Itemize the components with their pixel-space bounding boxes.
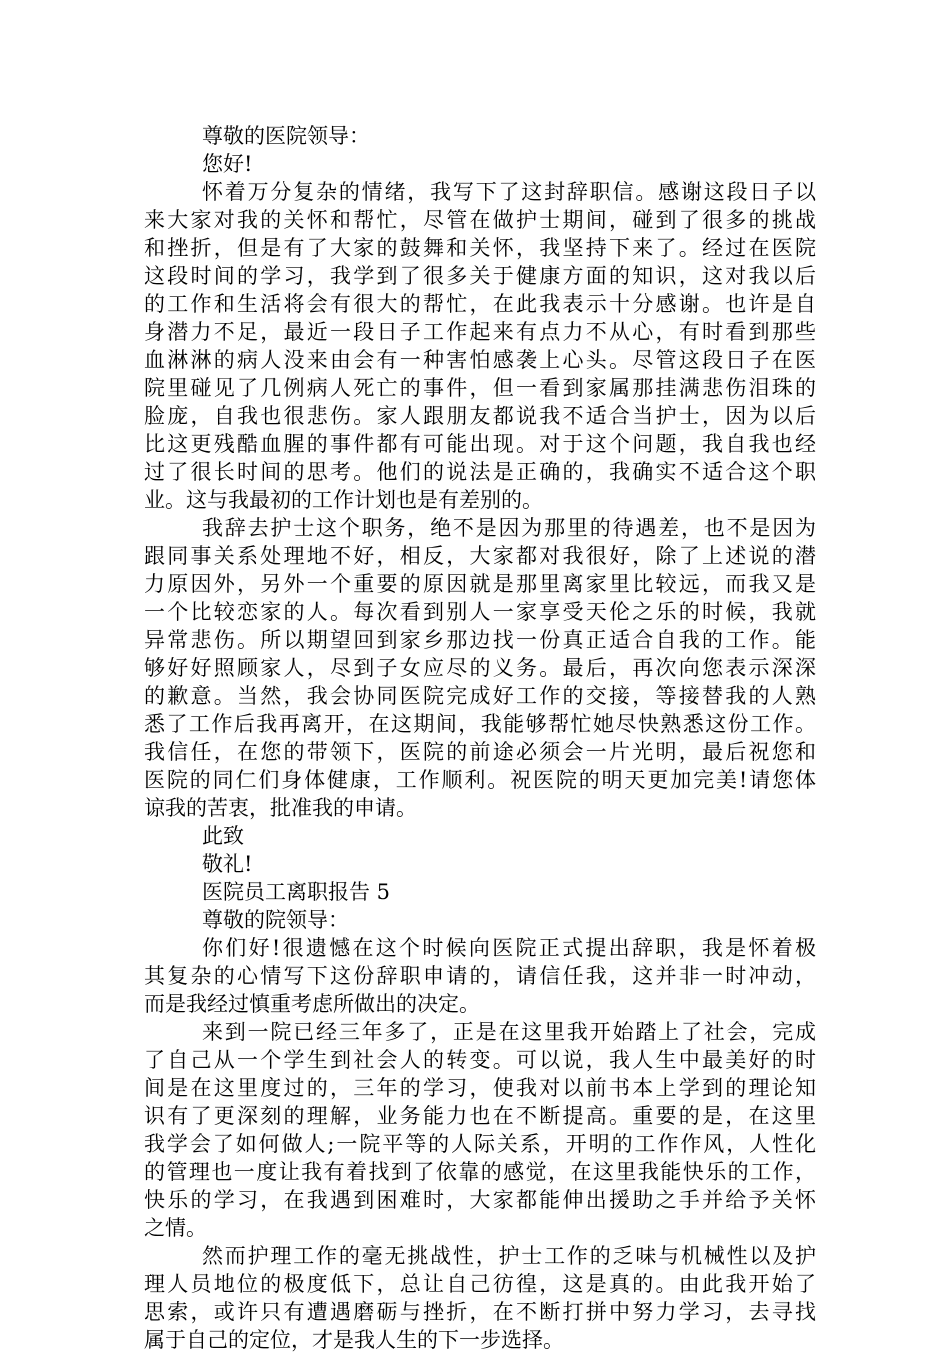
text-line: 脸庞，自我也很悲伤。家人跟朋友都说我不适合当护士，因为以后 — [144, 404, 816, 428]
text-line: 敬礼! — [202, 852, 253, 876]
text-line: 血淋淋的病人没来由会有一种害怕感袭上心头。尽管这段日子在医 — [144, 348, 816, 372]
text-line: 间是在这里度过的，三年的学习，使我对以前书本上学到的理论知 — [144, 1076, 816, 1100]
letter-body — [144, 122, 816, 1354]
text-line: 尊敬的医院领导： — [202, 124, 370, 148]
text-line: 过了很长时间的思考。他们的说法是正确的，我确实不适合这个职 — [144, 460, 816, 484]
text-line: 来到一院已经三年多了，正是在这里我开始踏上了社会，完成 — [202, 1020, 816, 1044]
text-line: 理人员地位的极度低下，总让自己彷徨，这是真的。由此我开始了 — [144, 1272, 816, 1296]
text-line: 的歉意。当然，我会协同医院完成好工作的交接，等接替我的人熟 — [144, 684, 816, 708]
text-line: 的工作和生活将会有很大的帮忙，在此我表示十分感谢。也许是自 — [144, 292, 816, 316]
text-line: 识有了更深刻的理解，业务能力也在不断提高。重要的是，在这里 — [144, 1104, 816, 1128]
text-line: 此致 — [202, 824, 244, 848]
text-line: 我信任，在您的带领下，医院的前途必须会一片光明，最后祝您和 — [144, 740, 816, 764]
text-line: 而是我经过慎重考虑所做出的决定。 — [144, 992, 480, 1016]
text-line: 院里碰见了几例病人死亡的事件，但一看到家属那挂满悲伤泪珠的 — [144, 376, 816, 400]
text-line: 业。这与我最初的工作计划也是有差别的。 — [144, 488, 543, 512]
text-line: 我辞去护士这个职务，绝不是因为那里的待遇差，也不是因为 — [202, 516, 816, 540]
text-line: 和挫折，但是有了大家的鼓舞和关怀，我坚持下来了。经过在医院 — [144, 236, 816, 260]
text-line: 来大家对我的关怀和帮忙，尽管在做护士期间，碰到了很多的挑战 — [144, 208, 816, 232]
text-line: 够好好照顾家人，尽到子女应尽的义务。最后，再次向您表示深深 — [144, 656, 816, 680]
text-line: 然而护理工作的毫无挑战性，护士工作的乏味与机械性以及护 — [202, 1244, 816, 1268]
text-line: 怀着万分复杂的情绪，我写下了这封辞职信。感谢这段日子以 — [202, 180, 816, 204]
text-line: 您好! — [202, 152, 253, 176]
text-line: 的管理也一度让我有着找到了依靠的感觉，在这里我能快乐的工作， — [144, 1160, 816, 1184]
text-line: 医院员工离职报告 5 — [202, 880, 391, 904]
text-line: 你们好!很遗憾在这个时候向医院正式提出辞职，我是怀着极 — [202, 936, 816, 960]
text-line: 异常悲伤。所以期望回到家乡那边找一份真正适合自我的工作。能 — [144, 628, 816, 652]
text-line: 了自己从一个学生到社会人的转变。可以说，我人生中最美好的时 — [144, 1048, 816, 1072]
text-line: 力原因外，另外一个重要的原因就是那里离家里比较远，而我又是 — [144, 572, 816, 596]
text-line: 尊敬的院领导： — [202, 908, 349, 932]
text-line: 之情。 — [144, 1216, 207, 1240]
text-line: 一个比较恋家的人。每次看到别人一家享受天伦之乐的时候，我就 — [144, 600, 816, 624]
text-line: 医院的同仁们身体健康，工作顺利。祝医院的明天更加完美!请您体 — [144, 768, 816, 792]
text-line: 思索，或许只有遭遇磨砺与挫折，在不断打拼中努力学习，去寻找 — [144, 1300, 816, 1324]
text-line: 跟同事关系处理地不好，相反，大家都对我很好，除了上述说的潜 — [144, 544, 816, 568]
text-line: 谅我的苦衷，批准我的申请。 — [144, 796, 417, 820]
text-line: 这段时间的学习，我学到了很多关于健康方面的知识，这对我以后 — [144, 264, 816, 288]
text-line: 悉了工作后我再离开，在这期间，我能够帮忙她尽快熟悉这份工作。 — [144, 712, 816, 736]
text-line: 其复杂的心情写下这份辞职申请的，请信任我，这并非一时冲动， — [144, 964, 816, 988]
text-line: 我学会了如何做人;一院平等的人际关系，开明的工作作风，人性化 — [144, 1132, 816, 1156]
text-line: 身潜力不足，最近一段日子工作起来有点力不从心，有时看到那些 — [144, 320, 816, 344]
text-line: 快乐的学习，在我遇到困难时，大家都能伸出援助之手并给予关怀 — [144, 1188, 816, 1212]
text-line: 属于自己的定位，才是我人生的下一步选择。 — [144, 1328, 564, 1352]
text-line: 比这更残酷血腥的事件都有可能出现。对于这个问题，我自我也经 — [144, 432, 816, 456]
